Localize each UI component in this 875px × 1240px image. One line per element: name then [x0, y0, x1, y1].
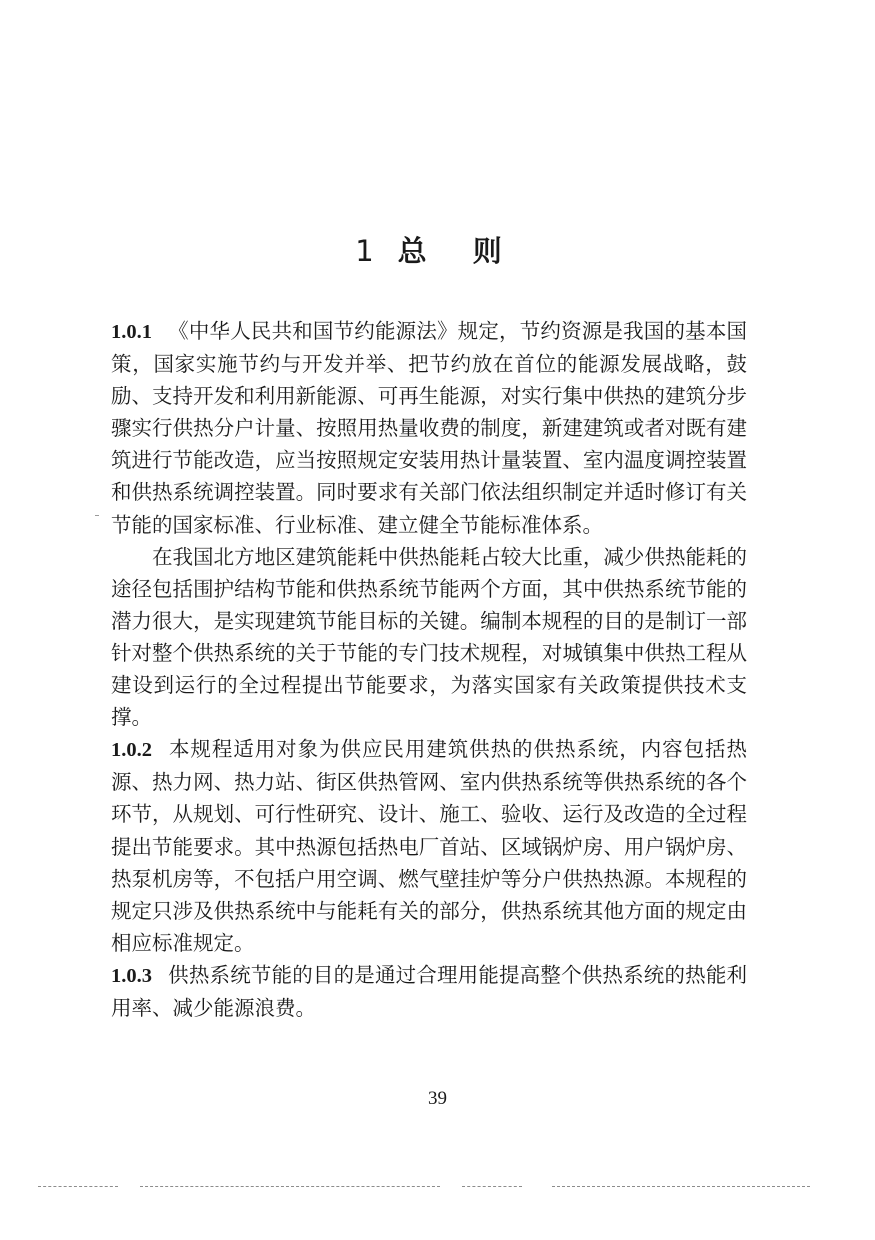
- scan-edge-line: [462, 1186, 522, 1187]
- paragraph-1-0-3: [111, 959, 747, 1024]
- paragraph-text: 《中华人民共和国节约能源法》规定，节约资源是我国的基本国策，国家实施节约与开发并举、把节约放在首位的能源发展战略，鼓励、支持开发和利用新能源、可再生能源，对实行集中供热的建筑分步骤实行供热分户计量、按照用热量收费的制度，新建建筑或者对既有建筑进行节能改造，应当按照规定安装用热计量装置、室内温度调控装置和供热系统调控装置。同时要求有关部门依法组织制定并适时修订有关节能的国家标准、行业标准、建立健全节能标准体系。: [111, 319, 747, 537]
- scan-edge-line: [38, 1186, 118, 1187]
- chapter-number: 1: [355, 234, 376, 269]
- paragraph-1-0-1: [111, 315, 747, 541]
- clause-number: 1.0.2: [111, 739, 152, 762]
- clause-number: 1.0.1: [111, 321, 152, 343]
- page-number: 39: [428, 1088, 447, 1109]
- body-text: [111, 315, 747, 1024]
- chapter-heading: 总 则: [397, 234, 520, 269]
- paragraph-text: 供热系统节能的目的是通过合理用能提高整个供热系统的热能利用率、减少能源浪费。: [111, 962, 747, 1020]
- clause-number: 1.0.3: [111, 964, 152, 987]
- chapter-title: [0, 231, 875, 271]
- scan-speck: [95, 515, 99, 516]
- paragraph-continuation: [111, 541, 747, 734]
- paragraph-text: 本规程适用对象为供应民用建筑供热的供热系统，内容包括热源、热力网、热力站、街区供热管网、室内供热系统等供热系统的各个环节，从规划、可行性研究、设计、施工、验收、运行及改造的全过程提出节能要求。其中热源包括热电厂首站、区域锅炉房、用户锅炉房、热泵机房等，不包括户用空调、燃气壁挂炉等分户供热热源。本规程的规定只涉及供热系统中与能耗有关的部分，供热系统其他方面的规定由相应标准规定。: [111, 737, 747, 955]
- paragraph-text: 在我国北方地区建筑能耗中供热能耗占较大比重，减少供热能耗的途径包括围护结构节能和供热系统节能两个方面，其中供热系统节能的潜力很大，是实现建筑节能目标的关键。编制本规程的目的是制订一部针对整个供热系统的关于节能的专门技术规程，对城镇集中供热工程从建设到运行的全过程提出节能要求，为落实国家有关政策提供技术支撑。: [111, 544, 747, 730]
- scan-edge-line: [140, 1186, 440, 1187]
- paragraph-1-0-2: [111, 733, 747, 959]
- scan-edge-line: [552, 1186, 810, 1187]
